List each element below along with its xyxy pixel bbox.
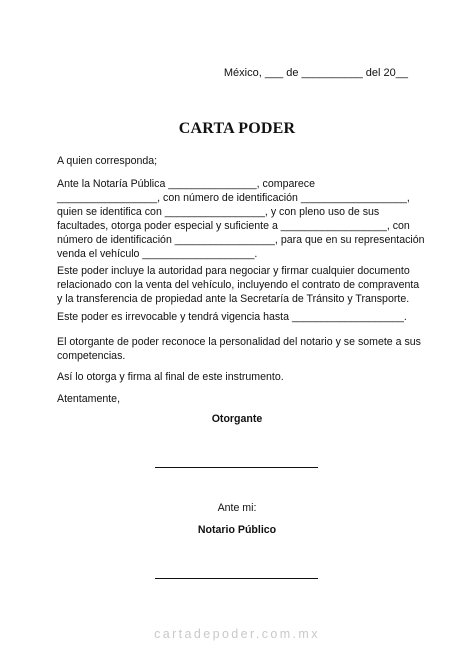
notary-signature-line [155, 578, 318, 579]
text-line: y la transferencia de propiedad ante la Secretaría de Tránsito y Transporte. [57, 293, 410, 305]
paragraph-validity: Este poder es irrevocable y tendrá vigencia hasta ___________________. [57, 311, 407, 323]
text-line: Este poder incluye la autoridad para negociar y firmar cualquier documento [57, 265, 410, 277]
text-line: facultades, otorga poder especial y suficiente a __________________, con [57, 220, 410, 232]
date-line: México, ___ de __________ del 20__ [223, 67, 408, 79]
grantor-label: Otorgante [211, 413, 263, 425]
text-line: _________________, con número de identificación __________________, [57, 192, 410, 204]
paragraph-authority [57, 264, 422, 306]
grantor-signature-line [155, 467, 318, 468]
paragraph-appearance [57, 177, 425, 261]
text-line: quien se identifica con _________________, y con pleno uso de sus [57, 206, 380, 218]
paragraph-signature-statement: Así lo otorga y firma al final de este instrumento. [57, 371, 284, 383]
text-line: competencias. [57, 350, 126, 362]
document-title: CARTA PODER [178, 120, 296, 137]
text-line: número de identificación _________________, para que en su representación [57, 234, 425, 246]
closing: Atentamente, [57, 393, 121, 405]
notary-label: Notario Público [197, 524, 277, 536]
text-line: Ante la Notaría Pública _______________, comparece [57, 178, 315, 190]
paragraph-acknowledgement [57, 335, 422, 363]
text-line: venda el vehículo ___________________. [57, 248, 258, 260]
text-line: relacionado con la venta del vehículo, incluyendo el contrato de compraventa [57, 279, 420, 291]
before-me-label: Ante mi: [217, 502, 257, 514]
text-line: El otorgante de poder reconoce la personalidad del notario y se somete a sus [57, 336, 421, 348]
salutation: A quien corresponda; [57, 155, 158, 167]
footer-watermark: cartadepoder.com.mx [154, 627, 320, 641]
